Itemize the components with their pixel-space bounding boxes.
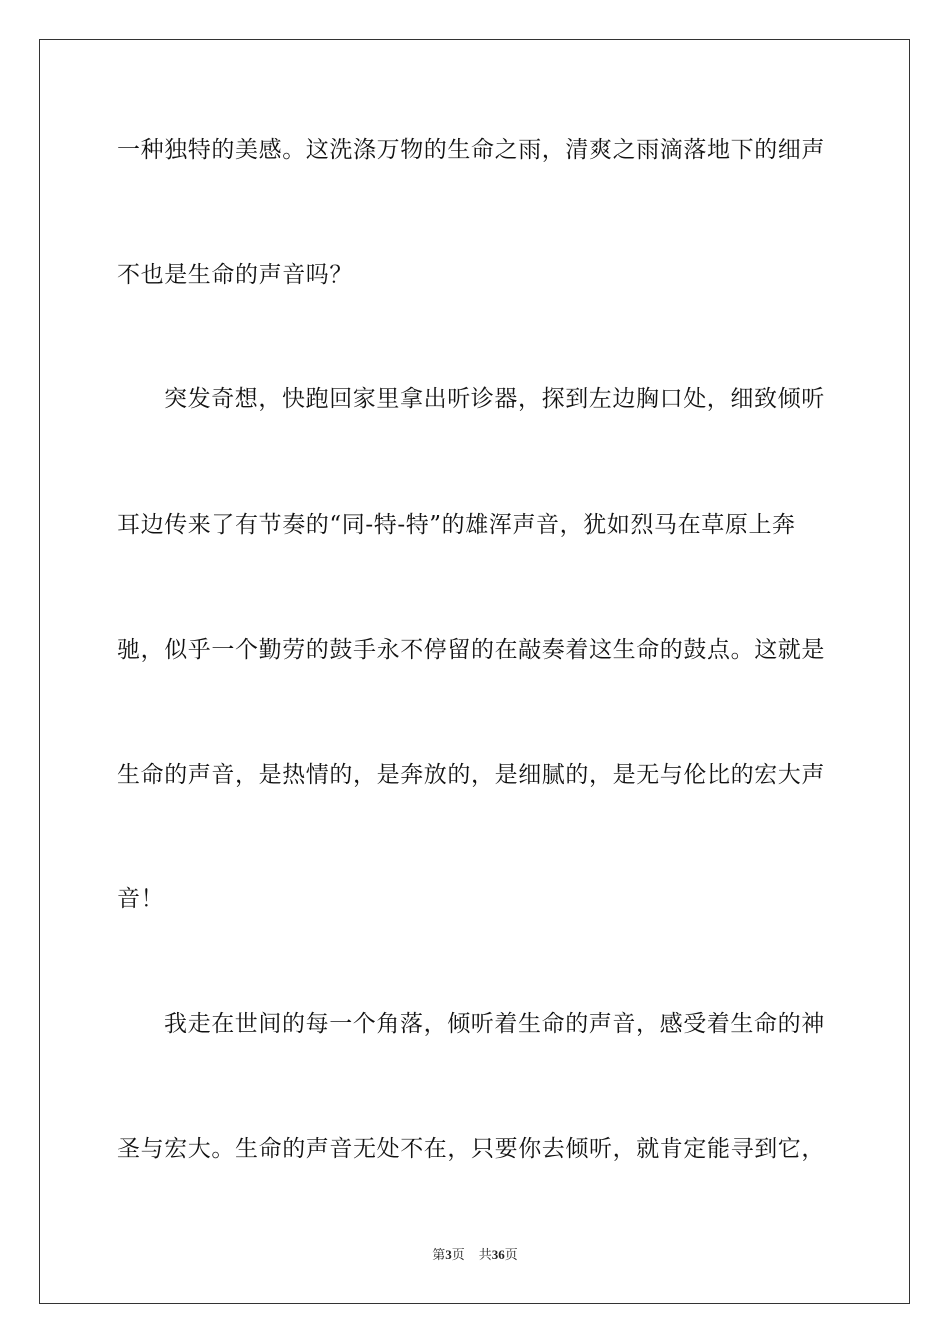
text-line: 圣与宏大。生命的声音无处不在，只要你去倾听，就肯定能寻到它， xyxy=(117,1136,825,1162)
footer-total-pages: 36 xyxy=(491,1247,505,1262)
page-border xyxy=(39,39,910,1304)
footer-total-prefix: 共 xyxy=(478,1248,492,1263)
text-line: 生命的声音，是热情的，是奔放的，是细腻的，是无与伦比的宏大声 xyxy=(117,762,825,788)
paragraph-first-line: 我走在世间的每一个角落，倾听着生命的声音，感受着生命的神 xyxy=(164,1011,825,1037)
text-line: 耳边传来了有节奏的“同-特-特”的雄浑声音，犹如烈马在草原上奔 xyxy=(117,512,796,538)
footer-page-number: 3 xyxy=(445,1247,452,1262)
footer-page-prefix: 第 xyxy=(432,1248,446,1263)
page-footer xyxy=(0,1246,950,1265)
text-line: 音！ xyxy=(117,886,165,912)
paragraph-first-line: 突发奇想，快跑回家里拿出听诊器，探到左边胸口处，细致倾听 xyxy=(164,386,825,412)
text-line: 不也是生命的声音吗？ xyxy=(117,262,353,288)
footer-total-suffix: 页 xyxy=(504,1248,518,1263)
text-line: 一种独特的美感。这洗涤万物的生命之雨，清爽之雨滴落地下的细声 xyxy=(117,137,825,163)
footer-page-suffix: 页 xyxy=(451,1248,465,1263)
text-line: 驰，似乎一个勤劳的鼓手永不停留的在敲奏着这生命的鼓点。这就是 xyxy=(117,637,825,663)
